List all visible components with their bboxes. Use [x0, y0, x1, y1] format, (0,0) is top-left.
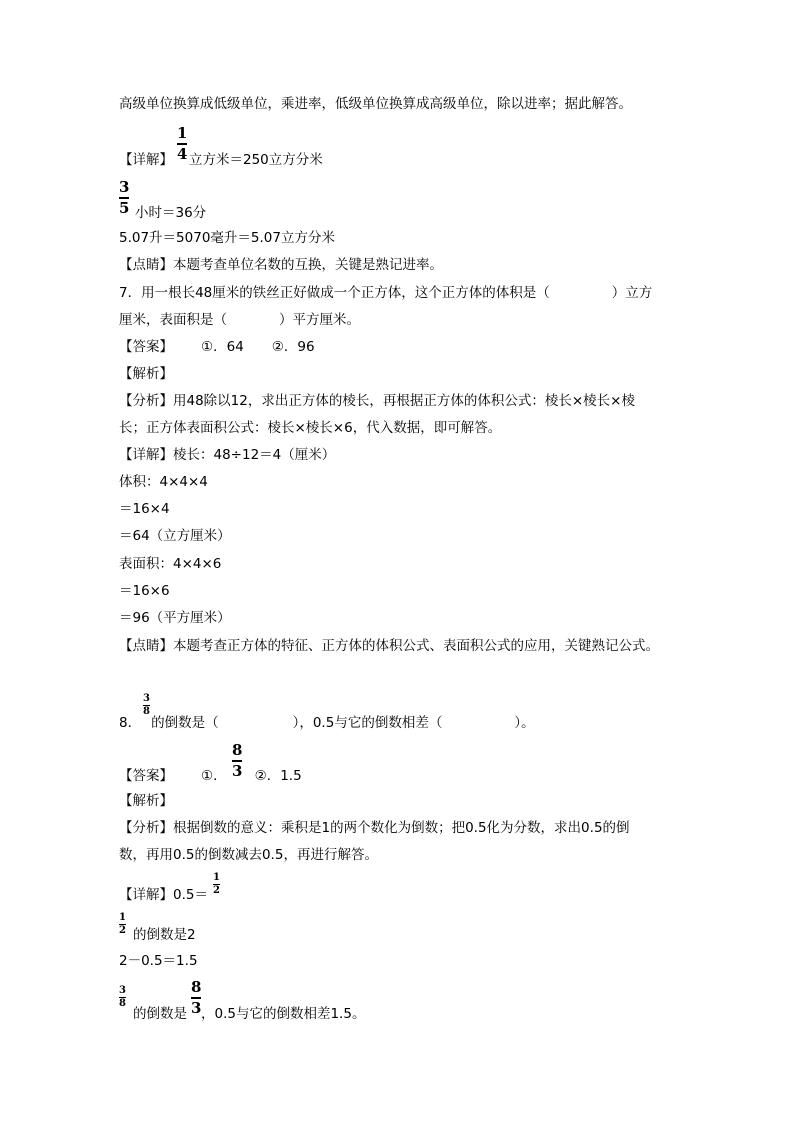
analysis-8-line1: 【分析】根据倒数的意义：乘积是1的两个数化为倒数；把0.5化为分数，求出0.5的倒	[119, 820, 630, 836]
detail-line-time: 小时＝36分	[135, 205, 207, 221]
analysis-7-line1: 【分析】用48除以12，求出正方体的棱长，再根据正方体的体积公式：棱长×棱长×棱	[119, 393, 635, 409]
analysis-label: 【解析】	[119, 366, 173, 382]
detail-label: 【详解】	[119, 152, 173, 168]
fraction-three-fifths	[119, 180, 129, 216]
answer-label: 【答案】	[119, 768, 173, 784]
q8-text-a: 的倒数是（	[151, 715, 219, 731]
denominator: 8	[119, 998, 126, 1009]
q8-text-c: ）。	[514, 715, 535, 731]
q7-text-b: ）立方	[611, 285, 653, 301]
question-8-line	[119, 714, 535, 732]
numerator: 3	[143, 693, 150, 704]
numerator: 8	[191, 978, 202, 996]
analysis-8-line2: 数，再用0.5的倒数减去0.5，再进行解答。	[119, 847, 378, 863]
detail-8-text-b: ，0.5与它的倒数相差1.5。	[201, 1006, 366, 1022]
numerator: 3	[119, 178, 130, 196]
numerator: 1	[213, 872, 220, 883]
detail-7-line2: 体积：4×4×4	[119, 474, 208, 490]
answer-7-value-1: ①．64	[201, 339, 244, 355]
detail-line-liters: 5.07升＝5070毫升＝5.07立方分米	[119, 230, 335, 246]
denominator: 5	[119, 198, 130, 217]
analysis-label: 【解析】	[119, 793, 173, 809]
detail-7-line6: ＝16×6	[119, 583, 170, 599]
comment-7-line: 【点睛】本题考查正方体的特征、正方体的体积公式、表面积公式的应用，关键熟记公式。	[119, 638, 659, 654]
detail-8-line3: 2－0.5＝1.5	[119, 953, 198, 969]
denominator: 3	[232, 761, 243, 780]
detail-8-line2: 的倒数是2	[133, 927, 196, 943]
answer-8-value-2: ②．1.5	[254, 768, 302, 784]
question-7-line1	[119, 284, 652, 302]
question-7-line2	[119, 311, 360, 329]
numerator: 8	[232, 741, 243, 759]
detail-7-line3: ＝16×4	[119, 501, 170, 517]
fraction-one-half	[213, 873, 220, 896]
q8-number: 8．	[119, 715, 142, 731]
numerator: 1	[177, 124, 188, 142]
detail-7-line7: ＝96（平方厘米）	[119, 610, 231, 626]
q7-text-c: 厘米，表面积是（	[119, 312, 227, 328]
denominator: 2	[213, 885, 220, 896]
detail-8-line1: 【详解】0.5＝	[119, 887, 208, 903]
answer-7-value-2: ②．96	[271, 339, 315, 355]
q8-text-b: ），0.5与它的倒数相差（	[292, 715, 443, 731]
denominator: 8	[143, 706, 150, 717]
analysis-7-line2: 长；正方体表面积公式：棱长×棱长×6，代入数据，即可解答。	[119, 420, 502, 436]
answer-8-line	[119, 767, 302, 785]
denominator: 4	[177, 144, 188, 163]
numerator: 1	[119, 912, 126, 923]
comment-line: 【点睛】本题考查单位名数的互换，关键是熟记进率。	[119, 257, 443, 273]
analysis-text: 高级单位换算成低级单位，乘进率，低级单位换算成高级单位，除以进率；据此解答。	[119, 96, 632, 112]
answer-7-line	[119, 338, 315, 356]
fraction-one-half	[119, 913, 126, 936]
q7-text-a: 7．用一根长48厘米的铁丝正好做成一个正方体，这个正方体的体积是（	[119, 285, 550, 301]
detail-line-volume	[119, 151, 323, 169]
detail-7-line5: 表面积：4×4×6	[119, 556, 222, 572]
detail-7-line1: 【详解】棱长：48÷12＝4（厘米）	[119, 447, 336, 463]
detail-8-line4	[133, 1005, 365, 1023]
fraction-three-eighths	[119, 986, 126, 1009]
detail-7-line4: ＝64（立方厘米）	[119, 528, 231, 544]
denominator: 2	[119, 925, 126, 936]
detail-text: 立方米＝250立方分米	[189, 152, 323, 168]
answer-8-value-1: ①．	[201, 768, 227, 784]
numerator: 3	[119, 985, 126, 996]
detail-8-text-a: 的倒数是	[133, 1006, 187, 1022]
q7-text-d: ）平方厘米。	[279, 312, 360, 328]
denominator: 3	[191, 998, 202, 1017]
answer-label: 【答案】	[119, 339, 173, 355]
